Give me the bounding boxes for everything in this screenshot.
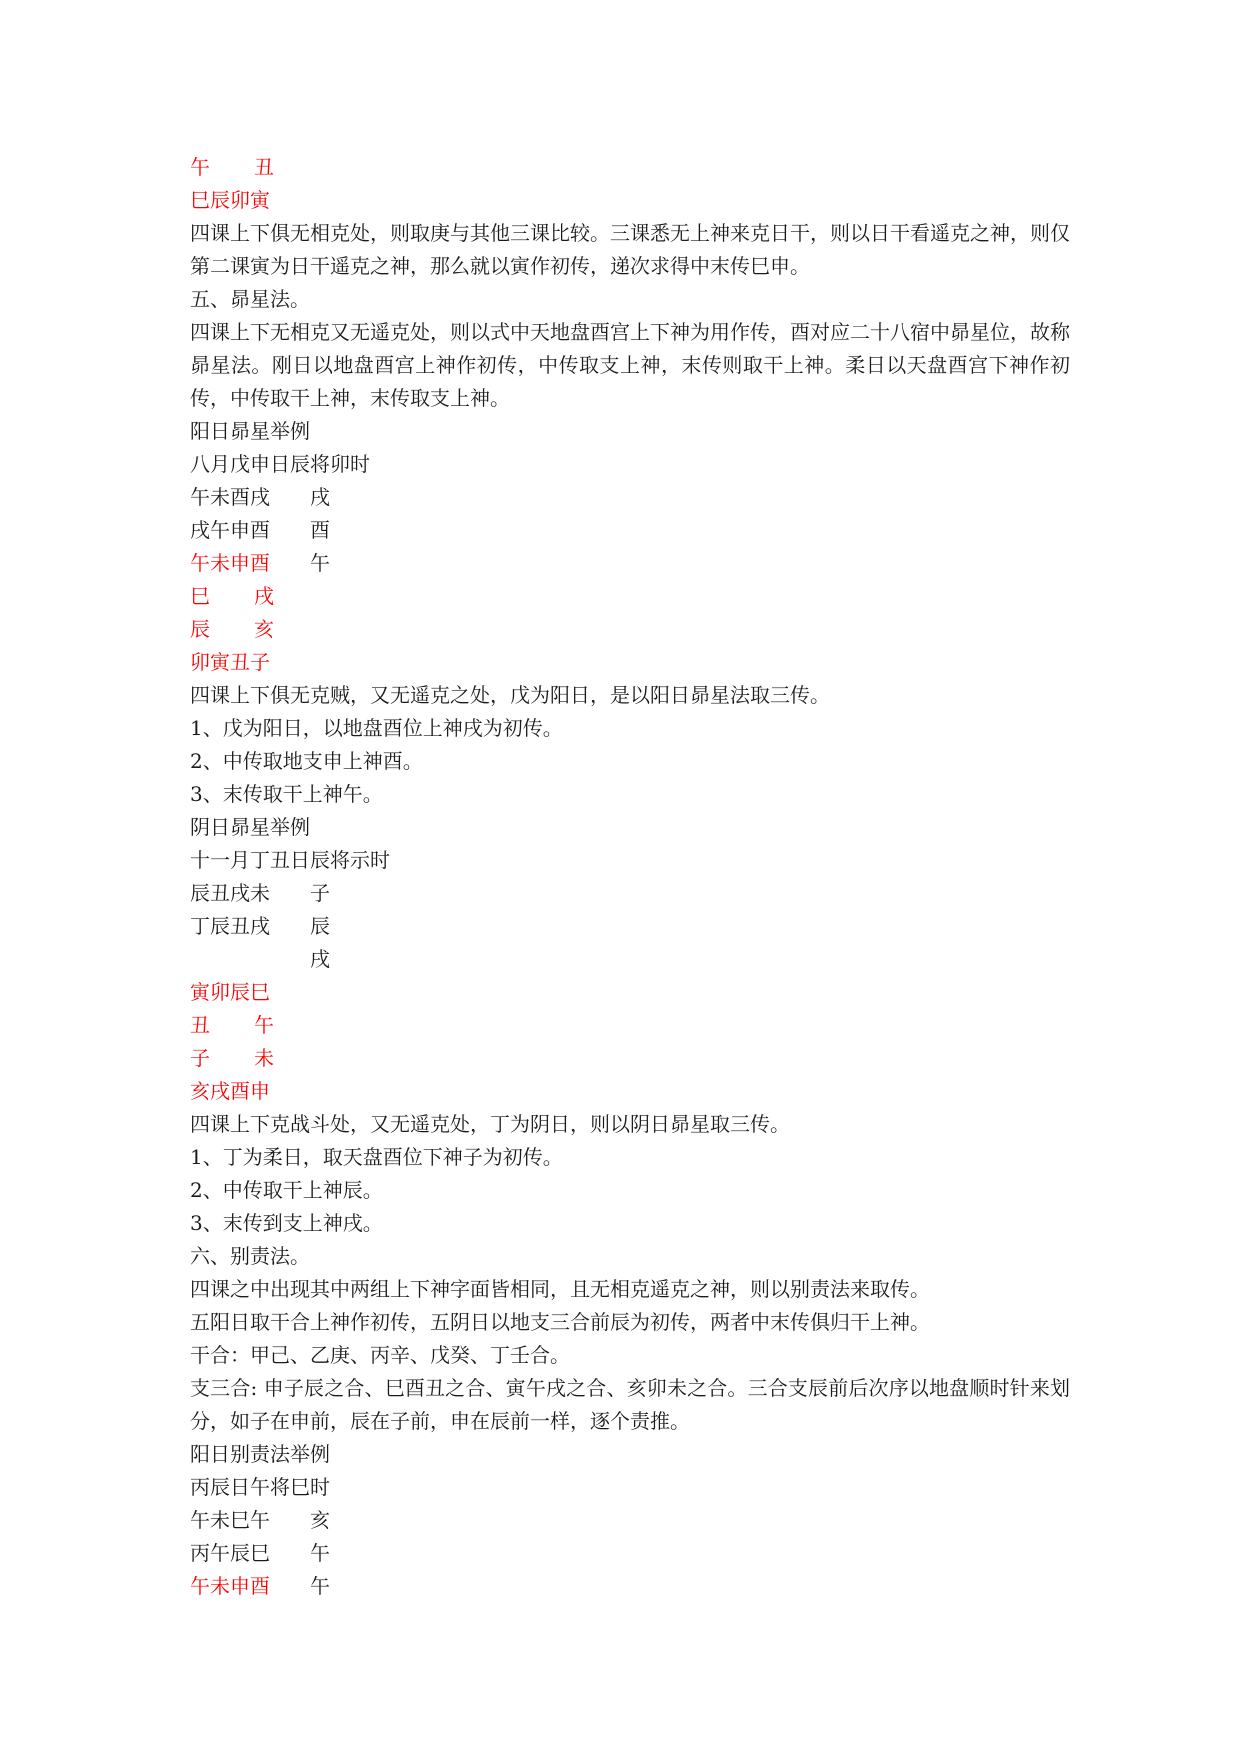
example-heading: 阳日昴星举例	[190, 419, 310, 443]
example-heading: 阳日别责法举例	[190, 1442, 330, 1466]
text-line: 四课上下俱无克贼，又无遥克之处，戊为阳日，是以阳日昴星法取三传。	[190, 683, 830, 707]
chart-cell: 未	[254, 1046, 274, 1070]
list-item: 1、丁为柔日，取天盘酉位下神子为初传。	[190, 1145, 563, 1169]
chart-row	[190, 613, 1070, 646]
chart-row	[190, 1570, 1070, 1603]
list-item: 1、戊为阳日，以地盘酉位上神戌为初传。	[190, 716, 563, 740]
chart-row	[190, 514, 1070, 547]
chart-row: 巳辰卯寅	[190, 188, 270, 212]
text-line: 四课之中出现其中两组上下神字面皆相同，且无相克遥克之神，则以别责法来取传。	[190, 1277, 930, 1301]
chart-cell	[190, 943, 310, 976]
text-line: 丙辰日午将巳时	[190, 1475, 330, 1499]
chart-cell: 亥	[254, 617, 274, 641]
paragraph: 四课上下无相克又无遥克处，则以式中天地盘酉宫上下神为用作传，酉对应二十八宿中昴星位，故称昴星法。刚日以地盘酉宫上神作初传，中传取支上神，末传则取干上神。柔日以天盘酉宫下神作初传，中传取干上神，末传取支上神。	[190, 320, 1070, 410]
chart-cell: 子	[190, 1046, 210, 1070]
chart-cell: 酉	[310, 518, 330, 542]
chart-cell: 丁辰丑戌	[190, 914, 270, 938]
chart-cell: 辰	[310, 914, 330, 938]
text-line: 十一月丁丑日辰将示时	[190, 848, 390, 872]
list-item: 2、中传取干上神辰。	[190, 1178, 383, 1202]
chart-cell: 戌	[310, 485, 330, 509]
list-item: 2、中传取地支申上神酉。	[190, 749, 423, 773]
chart-row: 卯寅丑子	[190, 650, 270, 674]
chart-cell: 丑	[254, 155, 274, 179]
document-page	[190, 151, 1070, 1603]
chart-row: 寅卯辰巳	[190, 980, 270, 1004]
chart-cell: 戌午申酉	[190, 518, 270, 542]
section-heading: 五、昴星法。	[190, 287, 310, 311]
example-heading: 阴日昴星举例	[190, 815, 310, 839]
chart-cell: 午未巳午	[190, 1508, 270, 1532]
chart-cell: 丙午辰巳	[190, 1541, 270, 1565]
text-line: 五阳日取干合上神作初传，五阴日以地支三合前辰为初传，两者中末传俱归干上神。	[190, 1310, 930, 1334]
chart-row	[190, 943, 1070, 976]
chart-cell: 亥	[310, 1508, 330, 1532]
paragraph: 四课上下俱无相克处，则取庚与其他三课比较。三课悉无上神来克日干，则以日干看遥克之神，则仅第二课寅为日干遥克之神，那么就以寅作初传，递次求得中末传巳申。	[190, 221, 1070, 278]
chart-row	[190, 910, 1070, 943]
chart-cell: 辰丑戌未	[190, 881, 270, 905]
chart-cell: 巳	[190, 584, 210, 608]
chart-cell: 午	[310, 1541, 330, 1565]
paragraph: 支三合: 申子辰之合、巳酉丑之合、寅午戌之合、亥卯未之合。三合支辰前后次序以地盘顺时针来划分，如子在申前，辰在子前，申在辰前一样，逐个责推。	[190, 1376, 1070, 1433]
text-line: 干合：甲己、乙庚、丙辛、戊癸、丁壬合。	[190, 1343, 570, 1367]
chart-cell: 午未酉戌	[190, 485, 270, 509]
chart-cell: 午	[310, 551, 330, 575]
chart-row	[190, 580, 1070, 613]
chart-cell: 午未申酉	[190, 1574, 270, 1598]
chart-cell: 子	[310, 881, 330, 905]
chart-cell: 戌	[254, 584, 274, 608]
chart-cell: 辰	[190, 617, 210, 641]
chart-row	[190, 547, 1070, 580]
text-line: 八月戊申日辰将卯时	[190, 452, 370, 476]
chart-row	[190, 1504, 1070, 1537]
chart-row	[190, 481, 1070, 514]
list-item: 3、末传取干上神午。	[190, 782, 383, 806]
chart-row: 亥戌酉申	[190, 1079, 270, 1103]
chart-row	[190, 877, 1070, 910]
chart-cell: 午	[254, 1013, 274, 1037]
chart-row	[190, 1009, 1070, 1042]
chart-cell: 丑	[190, 1013, 210, 1037]
list-item: 3、末传到支上神戌。	[190, 1211, 383, 1235]
chart-cell: 戌	[310, 947, 330, 971]
section-heading: 六、别责法。	[190, 1244, 310, 1268]
chart-row	[190, 151, 1070, 184]
chart-cell: 午	[190, 155, 210, 179]
chart-row	[190, 1042, 1070, 1075]
text-line: 四课上下克战斗处，又无遥克处，丁为阴日，则以阴日昴星取三传。	[190, 1112, 790, 1136]
chart-row	[190, 1537, 1070, 1570]
chart-cell: 午	[310, 1574, 330, 1598]
chart-cell: 午未申酉	[190, 551, 270, 575]
